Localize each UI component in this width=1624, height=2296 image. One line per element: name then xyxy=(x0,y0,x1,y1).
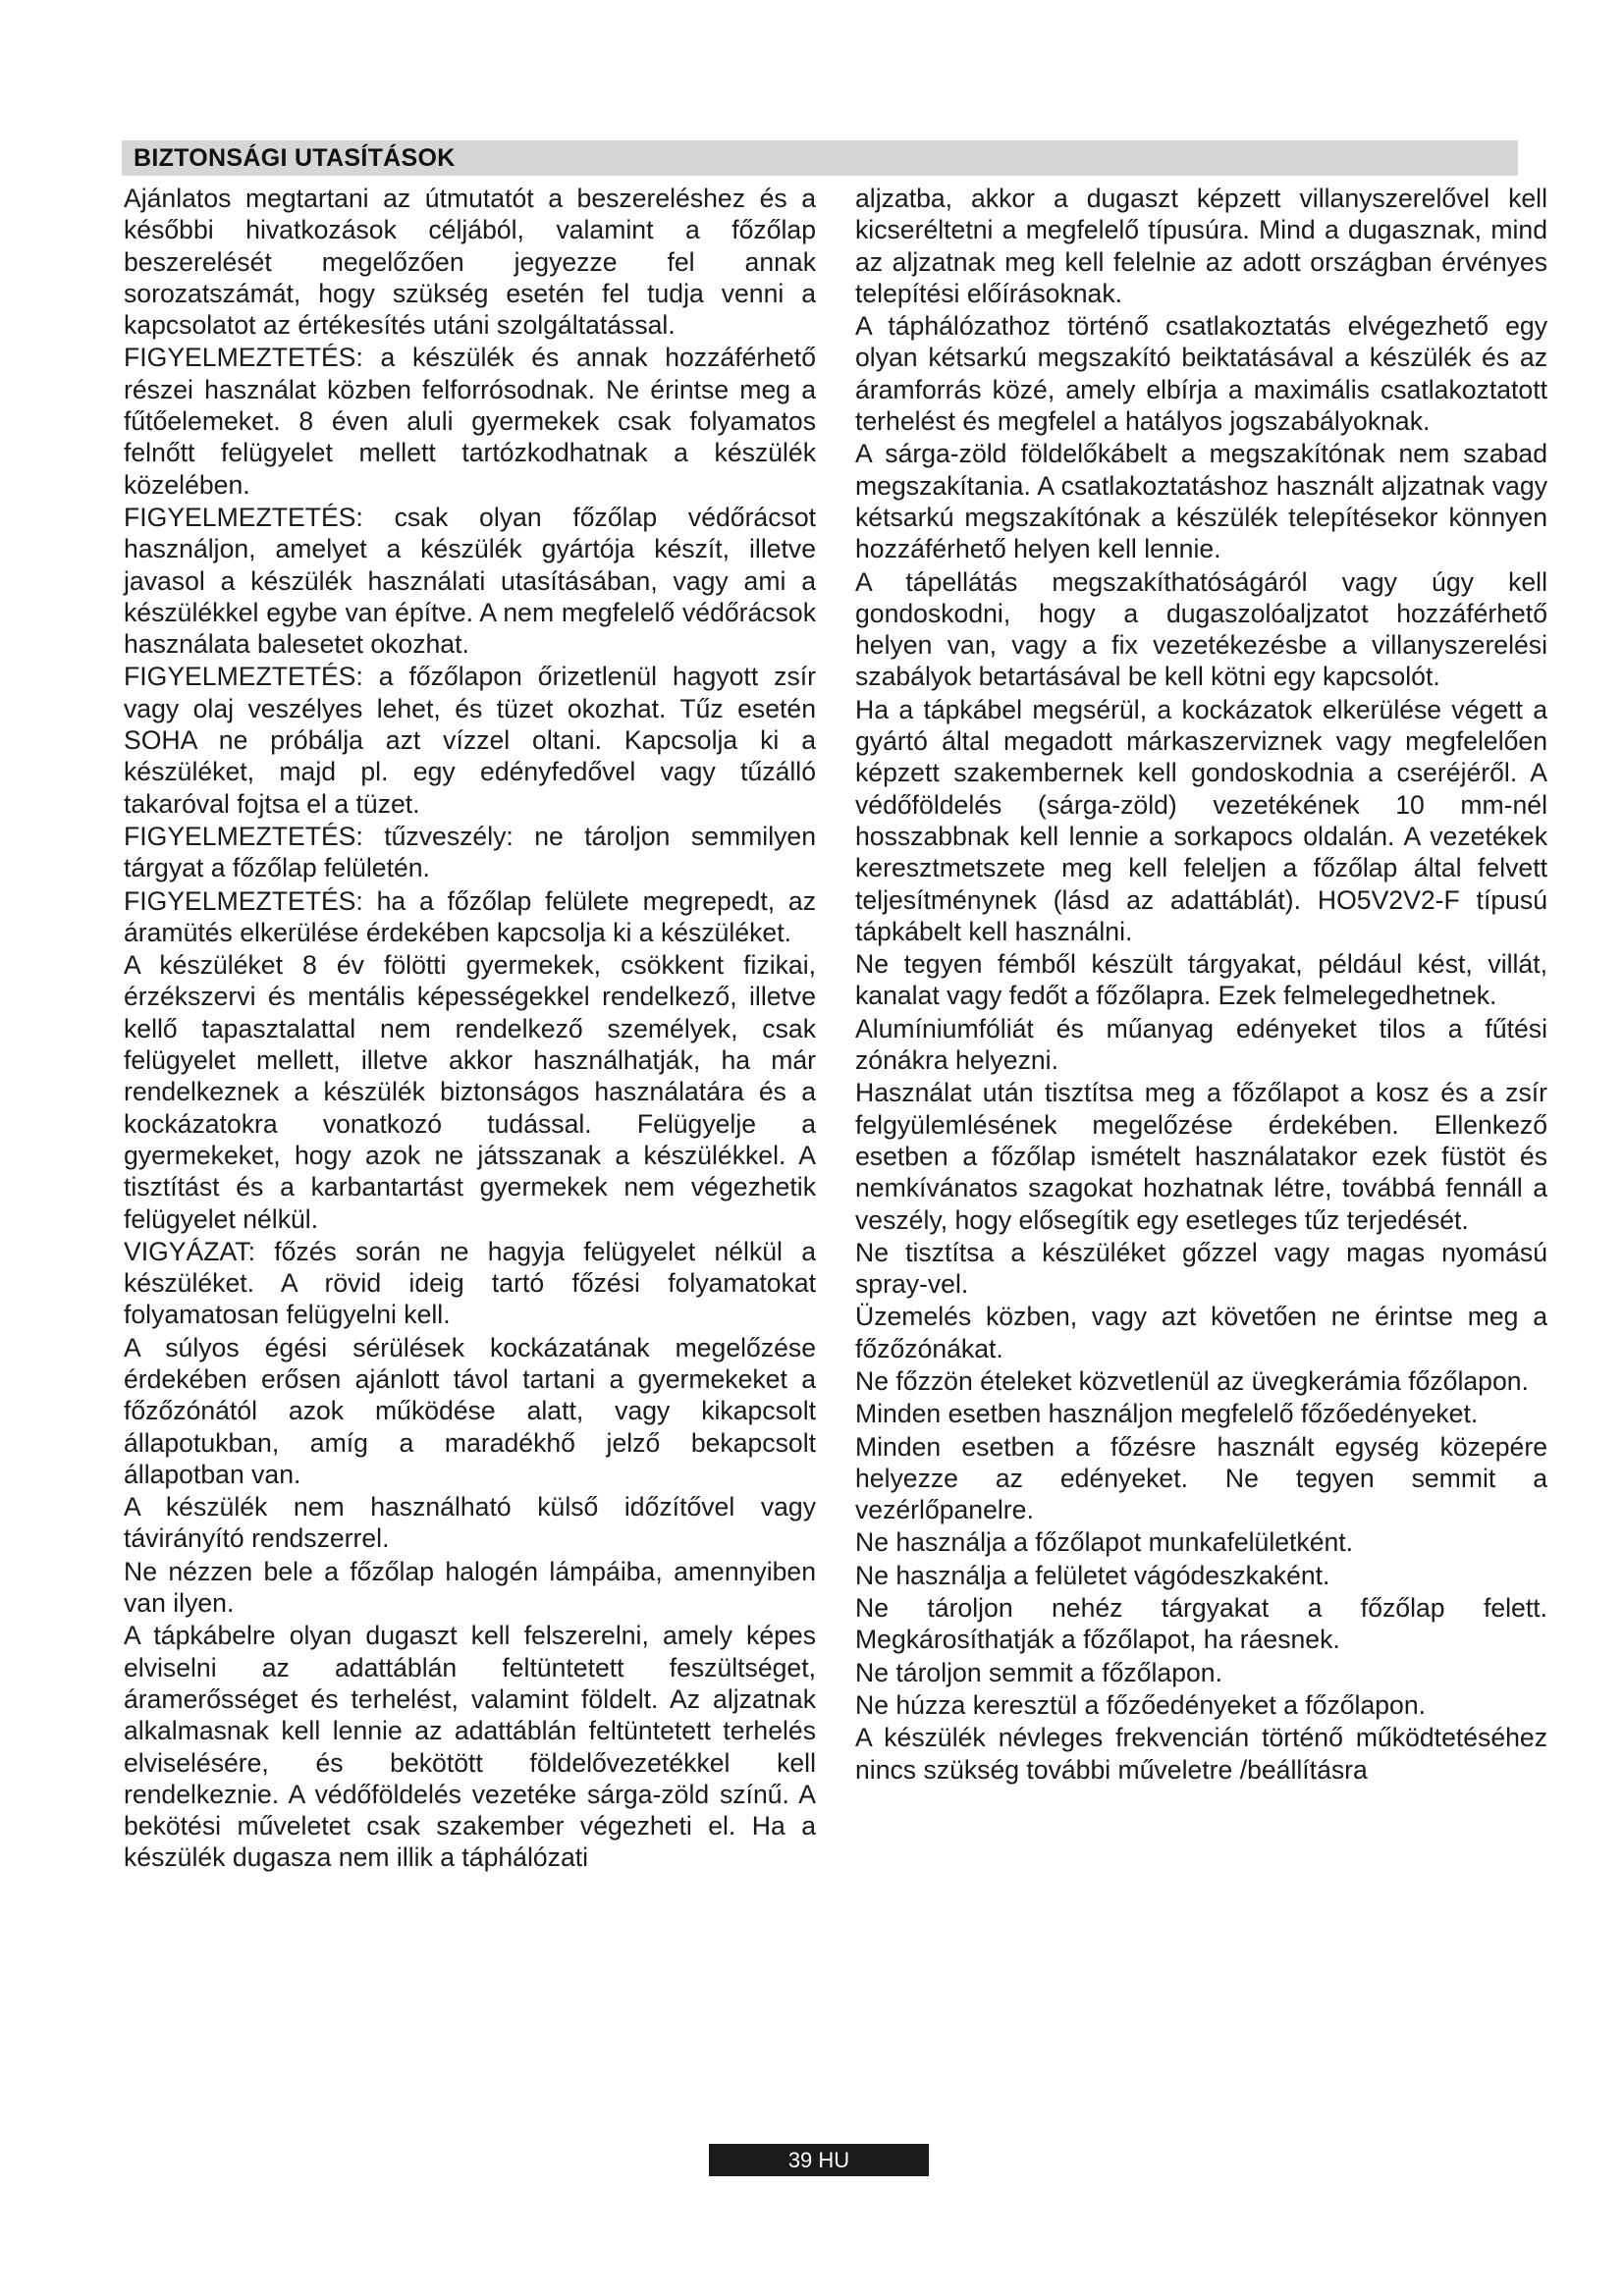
paragraph: Ne tegyen fémből készült tárgyakat, például kést, villát, kanalat vagy fedőt a főzőlapra. Ezek felmelegedhetnek. xyxy=(855,949,1547,1011)
paragraph: A sárga-zöld földelőkábelt a megszakítónak nem szabad megszakítania. A csatlakoztatáshoz használt aljzatnak vagy kétsarkú megszakítónak a készülék telepítésekor könnyen hozzáférhető helyen kell lennie. xyxy=(855,439,1547,564)
paragraph: Ne húzza keresztül a főzőedényeket a főzőlapon. xyxy=(855,1689,1426,1720)
paragraph: Alumíniumfóliát és műanyag edényeket tilos a fűtési zónákra helyezni. xyxy=(855,1013,1547,1076)
paragraph: A súlyos égési sérülések kockázatának megelőzése érdekében erősen ajánlott távol tartani a gyermekeket a főzőzónától azok működése alatt, vagy kikapcsolt állapotukban, amíg a maradékhő jelző bekapcsolt állapotban van. xyxy=(124,1332,816,1489)
paragraph: FIGYELMEZTETÉS: tűzveszély: ne tároljon semmilyen tárgyat a főzőlap felületén. xyxy=(124,821,816,883)
paragraph: FIGYELMEZTETÉS: a készülék és annak hozzáférhető részei használat közben felforrósodnak. Ne érintse meg a fűtőelemeket. 8 éven aluli gyermekek csak folyamatos felnőtt felügyelet mellett tartózkodhatnak a készülék közelében. xyxy=(124,343,816,500)
page-number: 39 HU xyxy=(709,2144,929,2176)
paragraph: A készülék névleges frekvencián történő működtetéséhez nincs szükség további műveletre /beállításra xyxy=(855,1723,1547,1785)
paragraph: FIGYELMEZTETÉS: a főzőlapon őrizetlenül hagyott zsír vagy olaj veszélyes lehet, és tüzet okozhat. Tűz esetén SOHA ne próbálja azt vízzel oltani. Kapcsolja ki a készüléket, majd pl. egy edényfedővel vagy tűzálló takaróval fojtsa el a tüzet. xyxy=(124,662,816,819)
paragraph: Ne főzzön ételeket közvetlenül az üvegkerámia főzőlapon. xyxy=(855,1365,1529,1396)
left-column xyxy=(124,183,816,1874)
section-title: BIZTONSÁGI UTASÍTÁSOK xyxy=(134,144,456,172)
paragraph: A készülék nem használható külső időzítővel vagy távirányító rendszerrel. xyxy=(124,1492,816,1554)
paragraph: VIGYÁZAT: főzés során ne hagyja felügyelet nélkül a készüléket. A rövid ideig tartó főzési folyamatokat folyamatosan felügyelni kell. xyxy=(124,1236,816,1330)
paragraph: A táphálózathoz történő csatlakoztatás elvégezhető egy olyan kétsarkú megszakító beiktatásával a készülék és az áramforrás közé, amely elbírja a maximális csatlakoztatott terhelést és megfelel a hatályos jogszabályoknak. xyxy=(855,311,1547,437)
paragraph: Ajánlatos megtartani az útmutatót a beszereléshez és a későbbi hivatkozások céljából, valamint a főzőlap beszerelését megelőzően jegyezze fel annak sorozatszámát, hogy szükség esetén fel tudja venni a kapcsolatot az értékesítés utáni szolgáltatással. xyxy=(124,184,816,341)
paragraph: Ne használja a főzőlapot munkafelületként. xyxy=(855,1527,1354,1558)
paragraph: FIGYELMEZTETÉS: csak olyan főzőlap védőrácsot használjon, amelyet a készülék gyártója készít, illetve javasol a készülék használati utasításában, vagy ami a készülékkel egybe van építve. A nem megfelelő védőrácsok használata balesetet okozhat. xyxy=(124,502,816,660)
paragraph: A tápellátás megszakíthatóságáról vagy úgy kell gondoskodni, hogy a dugaszolóaljzatot hozzáférhető helyen van, vagy a fix vezetékezésbe a villanyszerelési szabályok betartásával be kell kötni egy kapcsolót. xyxy=(855,566,1547,692)
paragraph: Ne használja a felületet vágódeszkaként. xyxy=(855,1560,1330,1590)
paragraph: aljzatba, akkor a dugaszt képzett villanyszerelővel kell kicseréltetni a megfelelő típusúra. Mind a dugasznak, mind az aljzatnak meg kell felelnie az adott országban érvényes telepítési előírásoknak. xyxy=(855,184,1547,308)
paragraph: A tápkábelre olyan dugaszt kell felszerelni, amely képes elviselni az adattáblán feltüntetett feszültséget, áramerősséget és terhelést, valamint földelt. Az aljzatnak alkalmasnak kell lennie az adattáblán feltüntetett terhelés elviselésére, és bekötött földelővezetékkel kell rendelkeznie. A védőföldelés vezetéke sárga-zöld színű. A bekötési műveletet csak szakember végezheti el. Ha a készülék dugasza nem illik a táphálózati xyxy=(124,1621,816,1873)
paragraph: Ne tároljon semmit a főzőlapon. xyxy=(855,1657,1222,1687)
paragraph: Ne tisztítsa a készüléket gőzzel vagy magas nyomású spray-vel. xyxy=(855,1237,1547,1300)
paragraph: Ha a tápkábel megsérül, a kockázatok elkerülése végett a gyártó által megadott márkaszerviznek vagy megfelelően képzett szakembernek kell gondoskodnia a cseréjéről. A védőföldelés (sárga-zöld) vezetékének 10 mm-nél hosszabbnak kell lennie a sorkapocs oldalán. A vezetékek keresztmetszete meg kell feleljen a főzőlap által felvett teljesítménynek (lásd az adattáblát). HO5V2V2-F típusú tápkábelt kell használni. xyxy=(855,694,1547,946)
paragraph: Ne tároljon nehéz tárgyakat a főzőlap felett. Megkárosíthatják a főzőlapot, ha ráesnek. xyxy=(855,1593,1547,1655)
section-header-bar xyxy=(122,140,1518,176)
paragraph: Minden esetben a főzésre használt egység közepére helyezze az edényeket. Ne tegyen semmit a vezérlőpanelre. xyxy=(855,1431,1547,1525)
paragraph: FIGYELMEZTETÉS: ha a főzőlap felülete megrepedt, az áramütés elkerülése érdekében kapcsolja ki a készüléket. xyxy=(124,885,816,947)
paragraph: Üzemelés közben, vagy azt követően ne érintse meg a főzőzónákat. xyxy=(855,1302,1547,1363)
paragraph: Ne nézzen bele a főzőlap halogén lámpáiba, amennyiben van ilyen. xyxy=(124,1556,816,1619)
paragraph: A készüléket 8 év fölötti gyermekek, csökkent fizikai, érzékszervi és mentális képességekkel rendelkező, illetve kellő tapasztalattal nem rendelkező személyek, csak felügyelet mellett, illetve akkor használhatják, ha már rendelkeznek a készülék biztonságos használatára és a kockázatokra vonatkozó tudással. Felügyelje a gyermekeket, hogy azok ne játsszanak a készülékkel. A tisztítást és a karbantartást gyermekek nem végezhetik felügyelet nélkül. xyxy=(124,950,816,1234)
paragraph: Használat után tisztítsa meg a főzőlapot a kosz és a zsír felgyülemlésének megelőzése érdekében. Ellenkező esetben a főzőlap ismételt használatakor ezek füstöt és nemkívánatos szagokat hozhatnak létre, továbbá fennáll a veszély, hogy elősegítik egy esetleges tűz terjedését. xyxy=(855,1078,1547,1235)
paragraph: Minden esetben használjon megfelelő főzőedényeket. xyxy=(855,1399,1479,1429)
right-column xyxy=(855,183,1547,1786)
